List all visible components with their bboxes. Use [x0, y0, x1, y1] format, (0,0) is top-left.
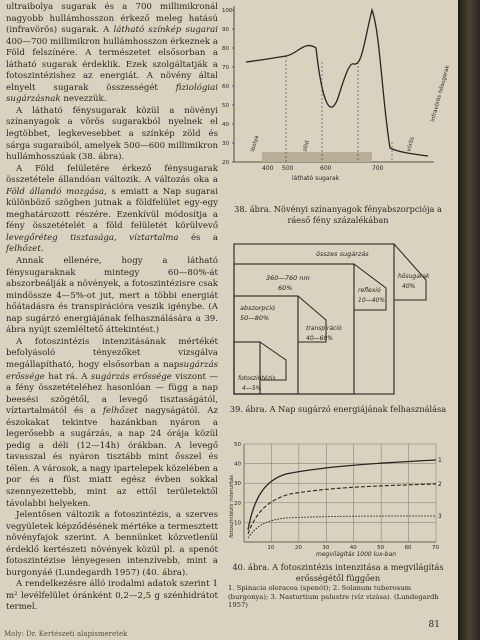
svg-text:4—5%: 4—5%: [242, 385, 262, 392]
figure-38-caption: 38. ábra. Növényi színanyagok fényabszorpciója a ráeső fény százalékában: [234, 204, 442, 225]
x-tick: 50: [377, 545, 385, 551]
absorption-curve: [246, 10, 428, 156]
figure-40: [226, 438, 456, 558]
series-1-line: [248, 460, 436, 530]
svg-text:hősugarak: hősugarak: [398, 273, 430, 280]
y-tick: 10: [234, 520, 241, 527]
y-tick: 40: [234, 461, 241, 468]
x-axis-label: megvilágítás 1000 lux-ban: [316, 551, 397, 558]
y-tick: 60: [222, 84, 229, 90]
paragraph: ultraibolya sugarak és a 700 millimikronál nagyobb hullámhosszon érkező meleg hatású (infravörös) sugarak. A látható színkép sugarai 400—700 millimikron hullámhosszon érkeznek a Föld felszínére. A természetet elsősorban a látható sugarak érdeklik. Ezek szolgáltatják a fotoszintézishez az energiát. A növény által elnyelt sugarak összességét fiziológiai sugárzásnak nevezzük.: [6, 2, 219, 105]
box-label: összes sugárzás: [316, 250, 369, 258]
series-2-line: [248, 484, 436, 534]
series-label: 2: [438, 481, 442, 488]
y-tick: 30: [234, 481, 241, 488]
x-tick: 30: [322, 545, 330, 551]
right-label: zöld: [302, 140, 311, 153]
y-axis-label: fotoszintézis intenzitás: [229, 474, 235, 538]
paragraph: Jelentősen változik a fotoszintézis, a szerves vegyületek képződésének mértéke a termesztett növényfajok szerint. A bennünket közvetlenül érdeklő kertészeti növények közül pl. a spenót fotoszintézise lényegesen intenzívebb, mint a burgonyáé (Lundegardh 1957) (40. ábra).: [6, 510, 218, 578]
paragraph: Annak ellenére, hogy a látható fénysugaraknak mintegy 60—80%-át abszorbeálják a növények, a fotoszintézisre csak mindössze 4—5%-ot jut, mert a többi energiát hőátadásra és transpirációra veszik igénybe. (A nap sugárzó energiájának felhasználására a 39. ábra nyújt szemléltető áttekintést.): [6, 256, 218, 336]
right-label: infravörös hősugarak: [430, 64, 451, 123]
figure-38: [222, 2, 454, 198]
x-tick: 500: [282, 165, 294, 172]
svg-text:transpiráció: transpiráció: [306, 325, 342, 332]
x-tick: 600: [320, 165, 332, 172]
x-tick: 400: [262, 165, 274, 172]
y-tick: 50: [222, 103, 229, 109]
visible-band: [262, 152, 372, 162]
x-tick: 10: [267, 545, 275, 551]
y-tick: 40: [222, 122, 229, 128]
y-tick: 100: [222, 8, 233, 14]
book-spine: [458, 0, 480, 640]
paragraph: A rendelkezésre álló irodalmi adatok szerint 1 m² levélfelület óránként 0,2—2,5 g szénhidrátot termel.: [6, 579, 218, 613]
y-tick: 30: [222, 141, 229, 147]
figure-40-caption: 40. ábra. A fotoszintézis intenzitása a megvilágítás erősségétől függően: [232, 562, 444, 583]
y-tick: 50: [234, 442, 241, 448]
x-tick: 20: [294, 545, 302, 551]
paragraph: A látható fénysugarak közül a növényi színanyagok a vörös sugarakból nyelnek el legtöbbet, legkevesebbet a színkép zöld és sárga sugaraiból, amelyek 500—600 millimikron hullámhosszúak (38. ábra).: [6, 105, 218, 163]
series-3-line: [248, 516, 436, 538]
paragraph: A fotoszintézis intenzitásának mértékét befolyásoló tényezőket vizsgálva megállapítható, hogy elsősorban a napsugárzás erőssége hat rá. A sugárzás erőssége viszont — a fény összetételéhez hasonlóan — függ a nap beesési szögétől, a levegő tisztaságától, víztartalmától és a felhőzet nagyságától. Az észokakat tekintve hazánkban nyáron a legerősebb a sugárzás, a nap 24 órája közül pedig a déli (12—14h) órákban. A levegő tavasszal és nyáron tisztább mint ősszel és télen. A városok, a nagy ipartelepek közelében a por és a füst miatt egész évben sokkal szennyezettebb, mint az ettől területektől távolabbi helyeken.: [6, 336, 218, 509]
y-tick: 70: [222, 65, 229, 71]
right-label: vörös: [406, 136, 416, 153]
figure-39-caption: 39. ábra. A Nap sugárzó energiájának felhasználása: [229, 404, 447, 414]
footer-credit: Moly: Dr. Kertészeti alapismeretek: [4, 630, 128, 638]
y-tick: 80: [222, 46, 229, 52]
svg-text:fotoszintézis: fotoszintézis: [238, 375, 276, 382]
page-number: 81: [428, 620, 440, 630]
svg-text:40%: 40%: [402, 283, 416, 290]
y-tick: 20: [234, 500, 241, 507]
paragraph: A Föld felületére érkező fénysugarak összetétele állandóan változik. A változás oka a Föld állandó mozgása, s emiatt a Nap sugarai különböző szögben jutnak a földfelület egy-egy meghatározott részére. Ezenkívül módosítja a fény összetételét a föld felületét körülvevő levegőréteg tisztasága, víztartalma és a felhőzet.: [6, 163, 218, 255]
x-tick: 40: [349, 545, 357, 551]
svg-text:40—60%: 40—60%: [306, 335, 333, 342]
x-tick: 70: [432, 545, 439, 551]
absorption-chart: [222, 2, 454, 198]
y-tick: 20: [222, 160, 229, 166]
y-tick: 90: [222, 27, 229, 33]
svg-text:abszorpció: abszorpció: [240, 304, 276, 312]
photosynthesis-chart: [226, 438, 456, 558]
svg-text:50—80%: 50—80%: [240, 314, 270, 322]
box-label: 360—760 nm: [266, 274, 310, 282]
svg-text:10—40%: 10—40%: [358, 297, 385, 304]
figure-39: [226, 230, 454, 402]
svg-text:60%: 60%: [278, 284, 293, 292]
x-tick: 60: [404, 545, 412, 551]
right-label: ibolya: [250, 134, 261, 153]
series-label: 3: [438, 513, 442, 520]
x-tick: 700: [372, 165, 384, 172]
energy-diagram: [226, 230, 454, 402]
svg-text:reflexió: reflexió: [358, 287, 381, 294]
series-label: 1: [438, 457, 442, 464]
body-text-column: [6, 2, 218, 614]
x-axis-label: látható sugarak: [292, 175, 340, 182]
figure-40-legend: 1. Spinacia oleracea (spenót); 2. Solanum tuberosum (burgonya); 3. Nasturtium palustre (víz vizása). (Lundegardh 1957): [228, 584, 439, 610]
